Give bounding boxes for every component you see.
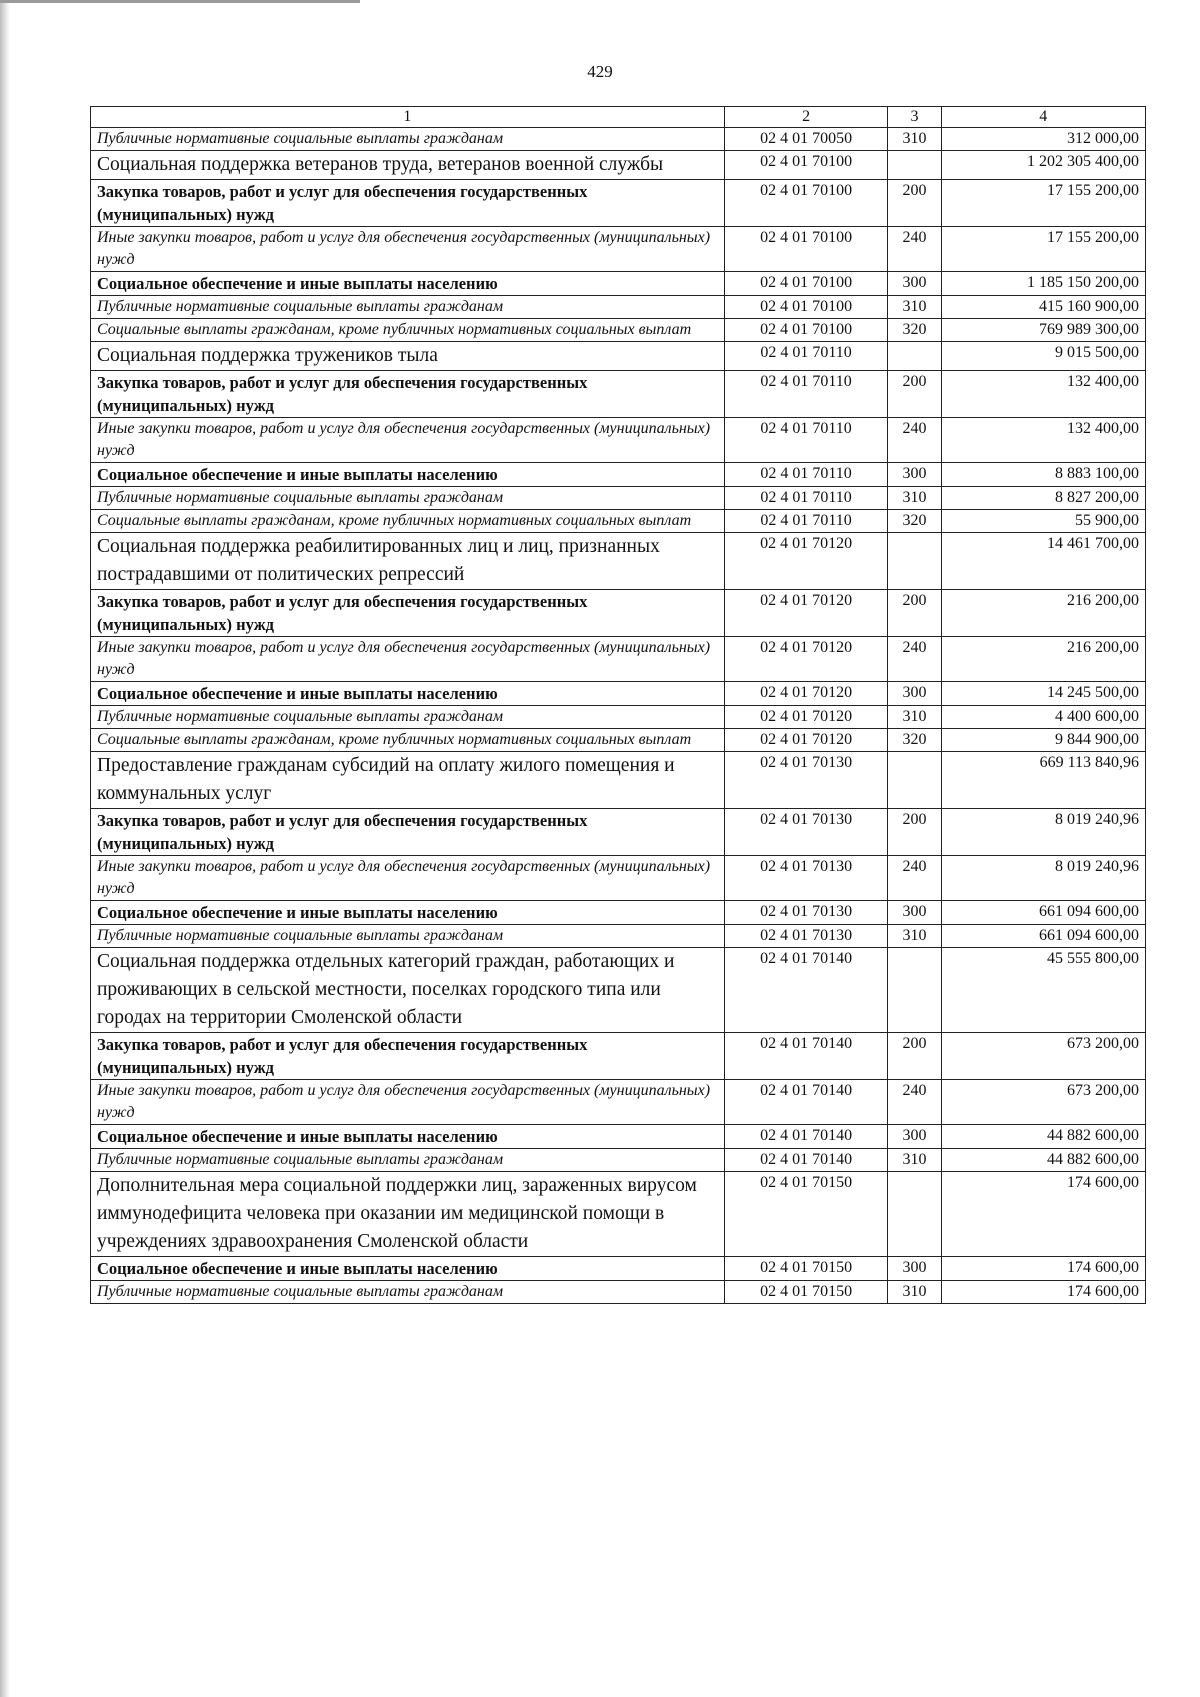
budget-table-body [91, 128, 1146, 1304]
row-name-cell: Дополнительная мера социальной поддержки лиц, зараженных вирусом иммунодефицита человека при оказании им медицинской помощи в учреждениях здравоохранения Смоленской области [91, 1172, 725, 1257]
row-type-cell: 240 [888, 227, 941, 272]
row-name-cell: Закупка товаров, работ и услуг для обеспечения государственных (муниципальных) нужд [91, 371, 725, 418]
row-name-cell: Социальные выплаты гражданам, кроме публичных нормативных социальных выплат [91, 319, 725, 342]
row-code-cell: 02 4 01 70110 [724, 371, 888, 418]
row-code-cell: 02 4 01 70140 [724, 948, 888, 1033]
row-name-cell: Социальная поддержка реабилитированных лиц и лиц, признанных пострадавшими от политических репрессий [91, 533, 725, 590]
row-code-cell: 02 4 01 70100 [724, 180, 888, 227]
row-name-cell: Социальные выплаты гражданам, кроме публичных нормативных социальных выплат [91, 729, 725, 752]
row-type-cell: 240 [888, 637, 941, 682]
table-row [91, 637, 1146, 682]
row-type-cell: 240 [888, 1080, 941, 1125]
table-row [91, 729, 1146, 752]
row-type-cell: 310 [888, 1149, 941, 1172]
row-name-cell: Социальное обеспечение и иные выплаты населению [91, 901, 725, 925]
table-row [91, 809, 1146, 856]
row-name-cell: Иные закупки товаров, работ и услуг для обеспечения государственных (муниципальных) нужд [91, 227, 725, 272]
row-name-cell: Социальная поддержка отдельных категорий граждан, работающих и проживающих в сельской местности, поселках городского типа или городах на территории Смоленской области [91, 948, 725, 1033]
row-code-cell: 02 4 01 70140 [724, 1125, 888, 1149]
row-code-cell: 02 4 01 70130 [724, 856, 888, 901]
row-code-cell: 02 4 01 70120 [724, 729, 888, 752]
row-sum-cell: 673 200,00 [941, 1080, 1145, 1125]
row-name-cell: Закупка товаров, работ и услуг для обеспечения государственных (муниципальных) нужд [91, 590, 725, 637]
row-sum-cell: 9 015 500,00 [941, 342, 1145, 371]
row-code-cell: 02 4 01 70130 [724, 809, 888, 856]
row-sum-cell: 44 882 600,00 [941, 1125, 1145, 1149]
row-code-cell: 02 4 01 70100 [724, 272, 888, 296]
row-sum-cell: 216 200,00 [941, 590, 1145, 637]
row-name-cell: Иные закупки товаров, работ и услуг для обеспечения государственных (муниципальных) нужд [91, 418, 725, 463]
row-sum-cell: 132 400,00 [941, 418, 1145, 463]
row-code-cell: 02 4 01 70050 [724, 128, 888, 151]
row-sum-cell: 669 113 840,96 [941, 752, 1145, 809]
row-code-cell: 02 4 01 70100 [724, 227, 888, 272]
row-type-cell: 200 [888, 1033, 941, 1080]
row-name-cell: Закупка товаров, работ и услуг для обеспечения государственных (муниципальных) нужд [91, 180, 725, 227]
row-code-cell: 02 4 01 70140 [724, 1080, 888, 1125]
row-name-cell: Социальная поддержка тружеников тыла [91, 342, 725, 371]
table-row [91, 590, 1146, 637]
row-sum-cell: 174 600,00 [941, 1172, 1145, 1257]
row-type-cell: 300 [888, 463, 941, 487]
table-row [91, 371, 1146, 418]
row-sum-cell: 174 600,00 [941, 1281, 1145, 1304]
row-type-cell: 320 [888, 510, 941, 533]
row-sum-cell: 44 882 600,00 [941, 1149, 1145, 1172]
table-row [91, 682, 1146, 706]
row-sum-cell: 1 185 150 200,00 [941, 272, 1145, 296]
row-sum-cell: 8 019 240,96 [941, 809, 1145, 856]
row-name-cell: Иные закупки товаров, работ и услуг для обеспечения государственных (муниципальных) нужд [91, 1080, 725, 1125]
row-code-cell: 02 4 01 70150 [724, 1172, 888, 1257]
row-code-cell: 02 4 01 70110 [724, 463, 888, 487]
row-type-cell [888, 1172, 941, 1257]
row-sum-cell: 17 155 200,00 [941, 180, 1145, 227]
row-code-cell: 02 4 01 70130 [724, 752, 888, 809]
table-row [91, 227, 1146, 272]
row-code-cell: 02 4 01 70120 [724, 533, 888, 590]
row-sum-cell: 9 844 900,00 [941, 729, 1145, 752]
table-row [91, 418, 1146, 463]
table-row [91, 1033, 1146, 1080]
row-code-cell: 02 4 01 70140 [724, 1033, 888, 1080]
row-name-cell: Социальное обеспечение и иные выплаты населению [91, 272, 725, 296]
row-type-cell [888, 948, 941, 1033]
row-name-cell: Публичные нормативные социальные выплаты гражданам [91, 487, 725, 510]
row-name-cell: Публичные нормативные социальные выплаты гражданам [91, 1281, 725, 1304]
row-sum-cell: 312 000,00 [941, 128, 1145, 151]
row-type-cell: 300 [888, 682, 941, 706]
row-sum-cell: 17 155 200,00 [941, 227, 1145, 272]
row-type-cell: 320 [888, 729, 941, 752]
row-sum-cell: 769 989 300,00 [941, 319, 1145, 342]
row-sum-cell: 55 900,00 [941, 510, 1145, 533]
header-col-4: 4 [941, 107, 1145, 128]
row-sum-cell: 45 555 800,00 [941, 948, 1145, 1033]
row-name-cell: Закупка товаров, работ и услуг для обеспечения государственных (муниципальных) нужд [91, 1033, 725, 1080]
row-code-cell: 02 4 01 70140 [724, 1149, 888, 1172]
row-sum-cell: 8 827 200,00 [941, 487, 1145, 510]
table-row [91, 706, 1146, 729]
page-number: 429 [587, 62, 613, 81]
row-name-cell: Публичные нормативные социальные выплаты гражданам [91, 706, 725, 729]
row-sum-cell: 673 200,00 [941, 1033, 1145, 1080]
row-sum-cell: 8 883 100,00 [941, 463, 1145, 487]
row-type-cell: 300 [888, 901, 941, 925]
table-row [91, 1080, 1146, 1125]
row-name-cell: Социальное обеспечение и иные выплаты населению [91, 463, 725, 487]
row-code-cell: 02 4 01 70120 [724, 682, 888, 706]
table-row [91, 463, 1146, 487]
row-type-cell: 200 [888, 180, 941, 227]
row-type-cell: 310 [888, 487, 941, 510]
row-sum-cell: 661 094 600,00 [941, 901, 1145, 925]
header-col-2: 2 [724, 107, 888, 128]
row-type-cell: 200 [888, 371, 941, 418]
row-type-cell [888, 151, 941, 180]
table-row [91, 948, 1146, 1033]
table-row [91, 319, 1146, 342]
header-row [91, 107, 1146, 128]
row-code-cell: 02 4 01 70110 [724, 418, 888, 463]
row-name-cell: Иные закупки товаров, работ и услуг для обеспечения государственных (муниципальных) нужд [91, 637, 725, 682]
row-type-cell: 320 [888, 319, 941, 342]
row-code-cell: 02 4 01 70100 [724, 319, 888, 342]
row-sum-cell: 1 202 305 400,00 [941, 151, 1145, 180]
row-name-cell: Публичные нормативные социальные выплаты гражданам [91, 296, 725, 319]
row-name-cell: Закупка товаров, работ и услуг для обеспечения государственных (муниципальных) нужд [91, 809, 725, 856]
row-name-cell: Социальное обеспечение и иные выплаты населению [91, 1125, 725, 1149]
table-row [91, 1281, 1146, 1304]
row-name-cell: Социальная поддержка ветеранов труда, ветеранов военной службы [91, 151, 725, 180]
row-type-cell: 240 [888, 856, 941, 901]
row-type-cell: 310 [888, 1281, 941, 1304]
row-code-cell: 02 4 01 70150 [724, 1257, 888, 1281]
row-code-cell: 02 4 01 70110 [724, 342, 888, 371]
row-type-cell: 310 [888, 706, 941, 729]
table-row [91, 856, 1146, 901]
row-code-cell: 02 4 01 70130 [724, 925, 888, 948]
table-row [91, 487, 1146, 510]
header-col-3: 3 [888, 107, 941, 128]
row-sum-cell: 216 200,00 [941, 637, 1145, 682]
table-row [91, 510, 1146, 533]
row-type-cell: 300 [888, 272, 941, 296]
table-row [91, 752, 1146, 809]
table-row [91, 296, 1146, 319]
table-row [91, 272, 1146, 296]
row-code-cell: 02 4 01 70130 [724, 901, 888, 925]
row-type-cell: 200 [888, 590, 941, 637]
row-type-cell [888, 342, 941, 371]
row-name-cell: Предоставление гражданам субсидий на оплату жилого помещения и коммунальных услуг [91, 752, 725, 809]
row-name-cell: Публичные нормативные социальные выплаты гражданам [91, 128, 725, 151]
row-code-cell: 02 4 01 70120 [724, 706, 888, 729]
table-row [91, 180, 1146, 227]
row-type-cell: 300 [888, 1257, 941, 1281]
row-code-cell: 02 4 01 70100 [724, 151, 888, 180]
row-name-cell: Социальное обеспечение и иные выплаты населению [91, 1257, 725, 1281]
table-row [91, 1172, 1146, 1257]
row-type-cell [888, 533, 941, 590]
table-row [91, 151, 1146, 180]
table-row [91, 342, 1146, 371]
row-type-cell: 200 [888, 809, 941, 856]
table-row [91, 1149, 1146, 1172]
row-name-cell: Публичные нормативные социальные выплаты гражданам [91, 925, 725, 948]
row-sum-cell: 14 461 700,00 [941, 533, 1145, 590]
row-type-cell: 310 [888, 128, 941, 151]
row-name-cell: Социальные выплаты гражданам, кроме публичных нормативных социальных выплат [91, 510, 725, 533]
row-name-cell: Иные закупки товаров, работ и услуг для обеспечения государственных (муниципальных) нужд [91, 856, 725, 901]
row-type-cell: 300 [888, 1125, 941, 1149]
row-code-cell: 02 4 01 70120 [724, 637, 888, 682]
table-row [91, 1125, 1146, 1149]
budget-table [90, 106, 1146, 1304]
table-row [91, 901, 1146, 925]
row-name-cell: Публичные нормативные социальные выплаты гражданам [91, 1149, 725, 1172]
row-code-cell: 02 4 01 70110 [724, 510, 888, 533]
row-sum-cell: 132 400,00 [941, 371, 1145, 418]
row-name-cell: Социальное обеспечение и иные выплаты населению [91, 682, 725, 706]
row-code-cell: 02 4 01 70120 [724, 590, 888, 637]
table-row [91, 925, 1146, 948]
table-row [91, 128, 1146, 151]
table-row [91, 1257, 1146, 1281]
scan-shadow-edge [0, 0, 10, 1697]
table-row [91, 533, 1146, 590]
row-type-cell: 310 [888, 925, 941, 948]
row-sum-cell: 661 094 600,00 [941, 925, 1145, 948]
scan-top-mark [0, 0, 360, 3]
row-code-cell: 02 4 01 70150 [724, 1281, 888, 1304]
row-sum-cell: 174 600,00 [941, 1257, 1145, 1281]
row-type-cell [888, 752, 941, 809]
row-type-cell: 310 [888, 296, 941, 319]
row-code-cell: 02 4 01 70110 [724, 487, 888, 510]
row-sum-cell: 415 160 900,00 [941, 296, 1145, 319]
row-sum-cell: 8 019 240,96 [941, 856, 1145, 901]
header-col-1: 1 [91, 107, 725, 128]
row-sum-cell: 4 400 600,00 [941, 706, 1145, 729]
row-type-cell: 240 [888, 418, 941, 463]
row-sum-cell: 14 245 500,00 [941, 682, 1145, 706]
row-code-cell: 02 4 01 70100 [724, 296, 888, 319]
